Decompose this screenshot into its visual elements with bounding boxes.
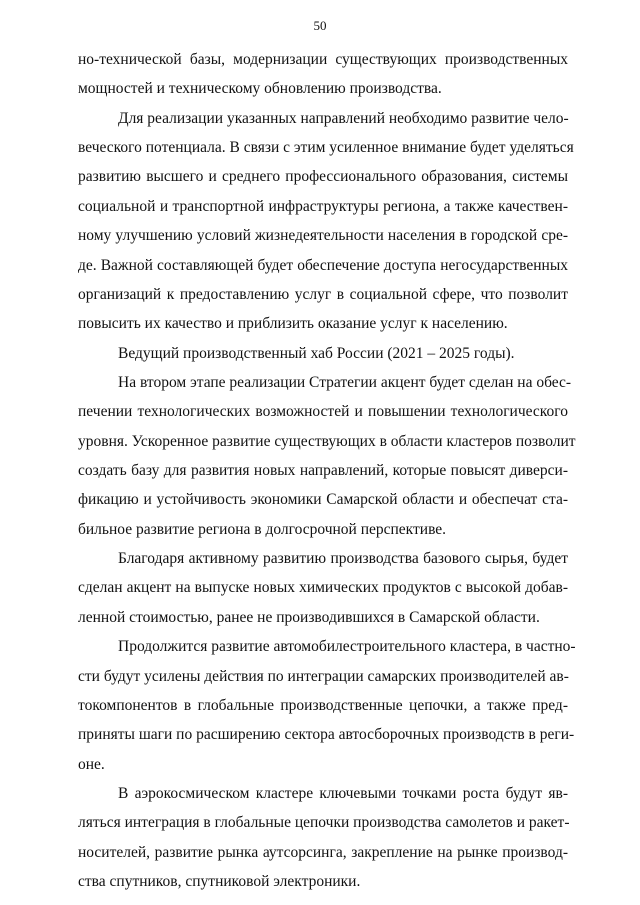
text-line: де. Важной составляющей будет обеспечение доступа негосударственных (78, 256, 568, 274)
text-line: токомпонентов в глобальные производственные цепочки, а также пред- (78, 696, 568, 714)
text-line: сделан акцент на выпуске новых химических продуктов с высокой добав- (78, 579, 568, 597)
text-line: ства спутников, спутниковой электроники. (78, 873, 361, 890)
text-line: уровня. Ускоренное развитие существующих в области кластеров позволит (78, 432, 576, 450)
text-line: На втором этапе реализации Стратегии акцент будет сделан на обес- (118, 373, 572, 391)
text-line: развитию высшего и среднего профессионального образования, системы (78, 168, 568, 186)
text-line: но-технической базы, модернизации существующих производственных (78, 51, 568, 68)
text-line: социальной и транспортной инфраструктуры региона, а также качествен- (78, 197, 568, 215)
text-line: повысить их качество и приблизить оказание услуг к населению. (78, 315, 508, 333)
text-line: В аэрокосмическом кластере ключевыми точками роста будут яв- (118, 784, 568, 802)
text-line: печении технологических возможностей и повышении технологического (78, 403, 568, 421)
text-line: организаций к предоставлению услуг в социальной сфере, что позволит (78, 285, 568, 303)
text-line: создать базу для развития новых направлений, которые повысят диверси- (78, 462, 568, 479)
text-line: ному улучшению условий жизнедеятельности населения в городской сре- (78, 227, 568, 245)
text-line: Для реализации указанных направлений необходимо развитие чело- (118, 109, 569, 127)
text-line: бильное развитие региона в долгосрочной перспективе. (78, 520, 447, 538)
text-line: Благодаря активному развитию производства базового сырья, будет (118, 550, 568, 568)
section-heading: Ведущий производственный хаб России (2021 – 2025 годы). (118, 344, 515, 362)
text-line: мощностей и техническому обновлению производства. (78, 80, 442, 98)
text-line: фикацию и устойчивость экономики Самарской области и обеспечат ста- (78, 491, 568, 509)
text-line: ляться интеграция в глобальные цепочки производства самолетов и ракет- (78, 814, 570, 832)
text-line: оне. (78, 755, 105, 773)
text-line: сти будут усилены действия по интеграции самарских производителей ав- (78, 667, 569, 685)
text-line: веческого потенциала. В связи с этим усиленное внимание будет уделяться (78, 139, 574, 157)
text-line: Продолжится развитие автомобилестроительного кластера, в частно- (118, 638, 576, 656)
page-number: 50 (313, 18, 327, 33)
text-line: носителей, развитие рынка аутсорсинга, закрепление на рынке производ- (78, 843, 568, 861)
text-line: приняты шаги по расширению сектора автосборочных производств в реги- (78, 726, 575, 744)
text-line: ленной стоимостью, ранее не производившихся в Самарской области. (78, 608, 540, 626)
